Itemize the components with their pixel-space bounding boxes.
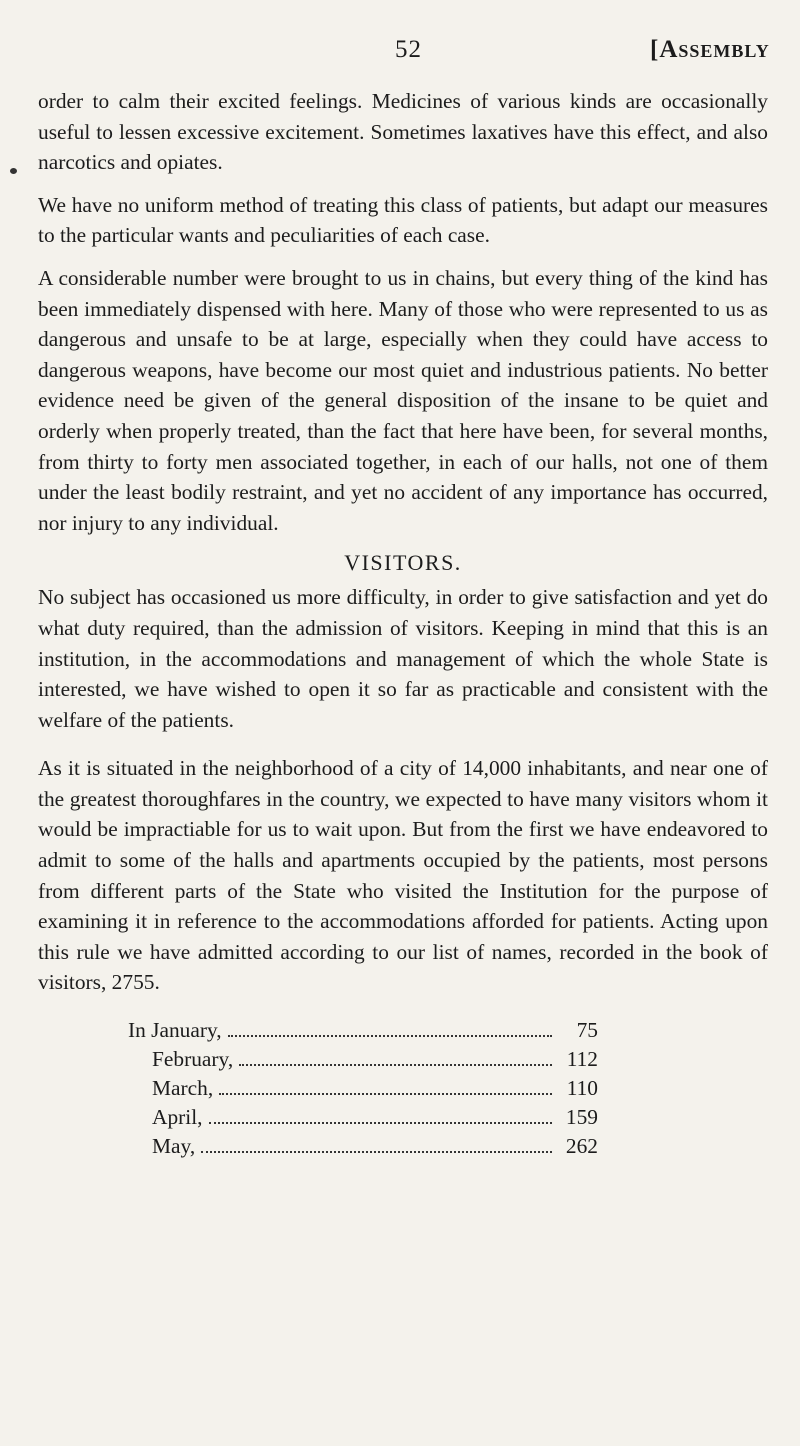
running-head: [Assembly [650,36,770,63]
visitor-count: 159 [565,1105,598,1130]
paragraph-visitors-admitted: As it is situated in the neighborhood of a city of 14,000 inhabitants, and near one of the greatest thoroughfares in the country, we expected to have many visitors whom it would be impractiable for us to wait upon. But from the first we have endeavored to admit to some of the halls and apartments occupied by the patients, most persons from different parts of the State who visited the Institution for the purpose of examining it in reference to the accommodations afforded for patients. Acting upon this rule we have admitted according to our list of names, recorded in the book of visitors, 2755. [38,756,768,995]
table-row [128,1103,598,1132]
paragraph-visitors-difficulty: No subject has occasioned us more difficulty, in order to give satisfaction and yet do what duty required, than the admission of visitors. Keeping in mind that this is an institution, in the accommodations and management of which the whole State is interested, we have wished to open it so far as practicable and consistent with the welfare of the patients. [38,585,768,732]
paragraph-medicines: order to calm their excited feelings. Medicines of various kinds are occasionally useful to lessen excessive excitement. Sometimes laxatives have this effect, and also narcotics and opiates. [38,89,768,175]
dot-leader [201,1137,552,1153]
visitor-count: 75 [576,1018,598,1043]
table-row [128,1074,598,1103]
visitor-count: 110 [566,1076,598,1101]
dot-leader [228,1021,552,1037]
page-header [38,36,768,86]
month-label: April, [152,1105,203,1130]
ink-blot [10,168,17,174]
page [38,36,768,1161]
visitor-count: 112 [566,1047,598,1072]
page-number: 52 [395,36,422,63]
visitors-by-month-table [128,1016,598,1161]
section-heading-visitors: VISITORS. [344,550,462,576]
paragraph-chains: A considerable number were brought to us in chains, but every thing of the kind has been immediately dispensed with here. Many of those who were represented to us as dangerous and unsafe to be at large, especially when they could have access to dangerous weapons, have become our most quiet and industrious patients. No better evidence need be given of the general disposition of the insane to be quiet and orderly when properly treated, than the fact that here have been, for several months, from thirty to forty men associated together, in each of our halls, not one of them under the least bodily restraint, and yet no accident of any importance has occurred, nor injury to any individual. [38,265,768,535]
table-row [128,1045,598,1074]
dot-leader [209,1108,553,1124]
dot-leader [239,1050,552,1066]
month-label: March, [152,1076,214,1101]
month-label: February, [152,1047,234,1072]
paragraph-treatment-method: We have no uniform method of treating this class of patients, but adapt our measures to the particular wants and peculiarities of each case. [38,192,768,248]
month-label: In January, [128,1018,222,1043]
visitor-count: 262 [565,1134,598,1159]
month-label: May, [152,1134,196,1159]
table-row [128,1016,598,1045]
dot-leader [219,1079,552,1095]
table-row [128,1132,598,1161]
